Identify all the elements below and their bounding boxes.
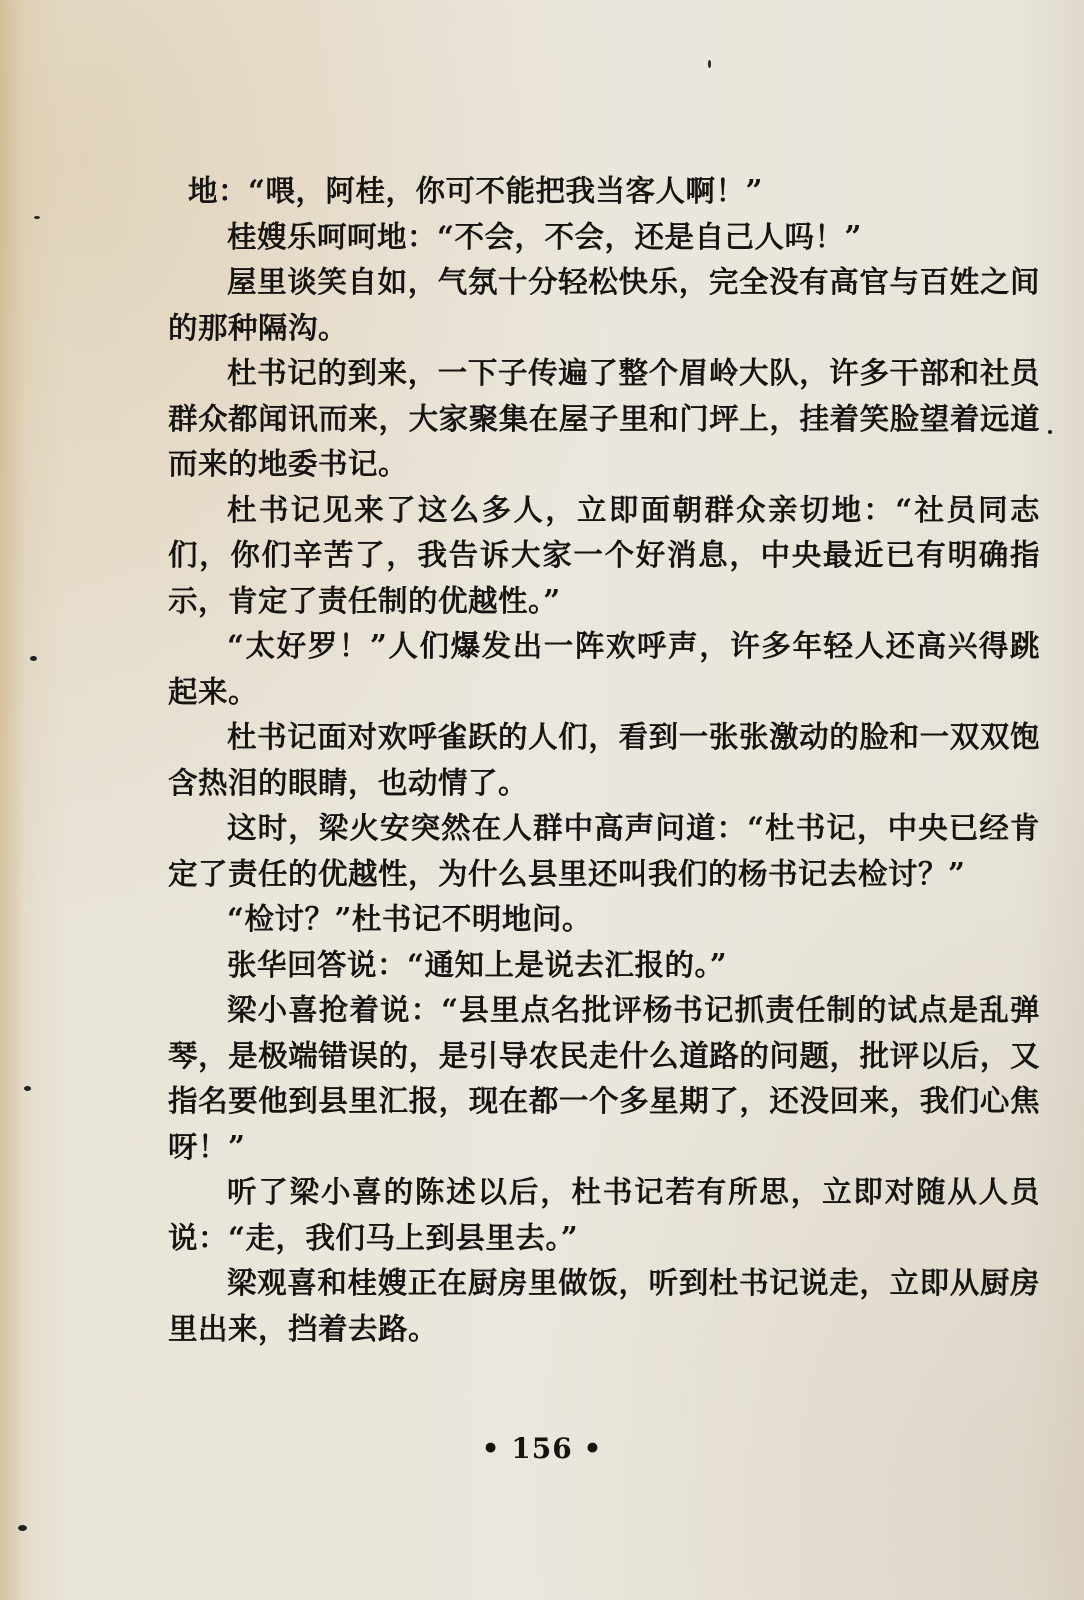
paragraph-13: 梁观喜和桂嫂正在厨房里做饭，听到杜书记说走，立即从厨房里出来，挡着去路。 (168, 1265, 1040, 1346)
ink-speck (1048, 430, 1052, 434)
paragraph-4: 杜书记的到来，一下子传遍了整个眉岭大队，许多干部和社员群众都闻讯而来，大家聚集在屋子里和门坪上，挂着笑脸望着远道而来的地委书记。 (168, 355, 1040, 481)
ink-speck (18, 1525, 27, 1531)
page-edge-stain (0, 0, 26, 1600)
ink-speck (708, 60, 711, 68)
paragraph-11: 梁小喜抢着说：“县里点名批评杨书记抓责任制的试点是乱弹琴，是极端错误的，是引导农民走什么道路的问题，批评以后，又指名要他到县里汇报，现在都一个多星期了，还没回来，我们心焦呀！” (168, 992, 1040, 1164)
paragraph-7: 杜书记面对欢呼雀跃的人们，看到一张张激动的脸和一双双饱含热泪的眼睛，也动情了。 (168, 719, 1040, 800)
ink-speck (30, 656, 37, 661)
paragraph-1: 地：“喂，阿桂，你可不能把我当客人啊！” (188, 173, 763, 208)
ink-speck (24, 1086, 31, 1091)
paragraph-10: 张华回答说：“通知上是说去汇报的。” (227, 946, 728, 982)
paragraph-2: 桂嫂乐呵呵地：“不会，不会，还是自己人吗！” (227, 218, 862, 254)
paragraph-12: 听了梁小喜的陈述以后，杜书记若有所思，立即对随从人员说：“走，我们马上到县里去。” (168, 1174, 1040, 1255)
page-number: • 156 • (481, 1432, 603, 1465)
body-text (168, 168, 1040, 1351)
paragraph-6: “太好罗！”人们爆发出一阵欢呼声，许多年轻人还高兴得跳起来。 (168, 628, 1040, 709)
ink-speck (34, 216, 40, 219)
paragraph-3: 屋里谈笑自如，气氛十分轻松快乐，完全没有高官与百姓之间的那种隔沟。 (168, 264, 1040, 345)
paragraph-5: 杜书记见来了这么多人，立即面朝群众亲切地：“社员同志们，你们辛苦了，我告诉大家一个好消息，中央最近已有明确指示，肯定了责任制的优越性。” (168, 491, 1040, 618)
paragraph-9: “检讨？”杜书记不明地问。 (227, 901, 592, 936)
paragraph-8: 这时，梁火安突然在人群中高声问道：“杜书记，中央已经肯定了责任的优越性，为什么县里还叫我们的杨书记去检讨？” (168, 810, 1040, 891)
